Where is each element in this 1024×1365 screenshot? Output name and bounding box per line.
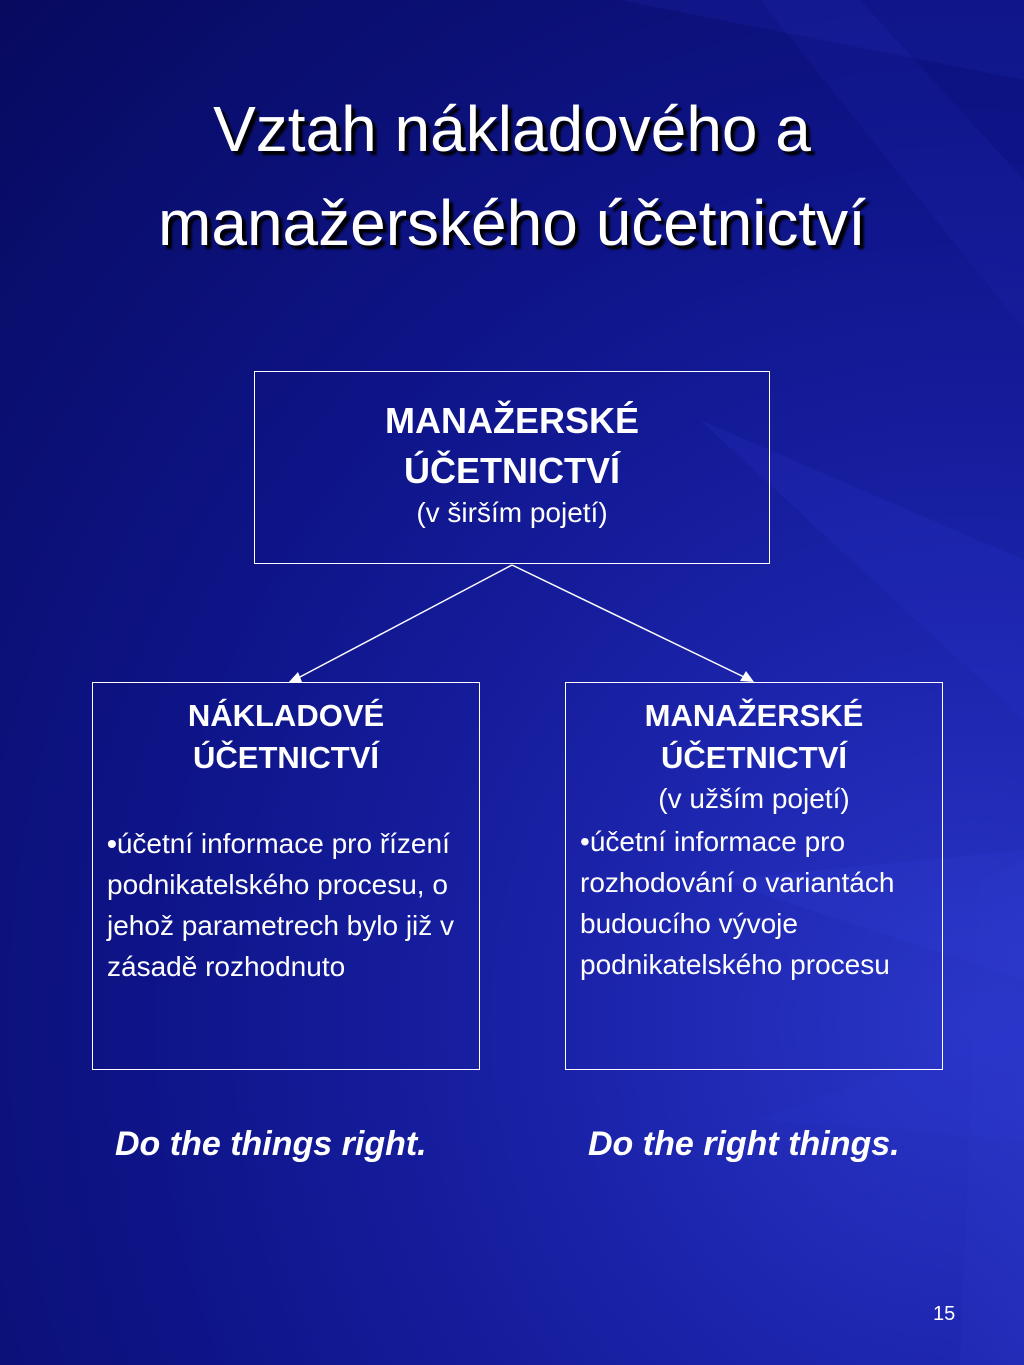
motto-left: Do the things right. bbox=[115, 1125, 427, 1163]
right-box-text: účetní informace pro rozhodování o variantách budoucího vývoje podnikatelského procesu bbox=[580, 826, 895, 980]
right-box-subtitle: (v užším pojetí) bbox=[658, 783, 850, 814]
page-number: 15 bbox=[933, 1303, 956, 1325]
connector-to-left bbox=[298, 565, 512, 678]
left-box-heading bbox=[93, 695, 479, 779]
connector-to-right bbox=[512, 565, 744, 677]
arrowhead-right bbox=[740, 671, 754, 682]
right-box-description bbox=[566, 821, 942, 985]
right-box-heading bbox=[566, 695, 942, 779]
slide-title bbox=[0, 82, 1024, 270]
top-box-heading-line-1: MANAŽERSKÉ bbox=[384, 400, 639, 441]
top-box-heading-line-2: ÚČETNICTVÍ bbox=[404, 450, 620, 491]
left-box-description bbox=[93, 823, 479, 987]
top-box-heading bbox=[255, 396, 769, 496]
slide-title-line-2: manažerského účetnictví bbox=[158, 187, 866, 259]
left-box-bullet: • bbox=[107, 828, 117, 859]
right-box-heading-line-1: MANAŽERSKÉ bbox=[644, 698, 864, 733]
slide-title-line-1: Vztah nákladového a bbox=[213, 93, 811, 165]
left-box-cost-accounting bbox=[92, 682, 480, 1070]
left-box-heading-line-2: ÚČETNICTVÍ bbox=[193, 740, 379, 775]
right-box-bullet: • bbox=[580, 826, 590, 857]
right-box-managerial-accounting-narrow bbox=[565, 682, 943, 1070]
top-box-managerial-accounting-broad bbox=[254, 371, 770, 564]
left-box-heading-line-1: NÁKLADOVÉ bbox=[187, 698, 385, 733]
right-box-heading-line-2: ÚČETNICTVÍ bbox=[661, 740, 847, 775]
motto-right: Do the right things. bbox=[588, 1125, 900, 1163]
left-box-text: účetní informace pro řízení podnikatelského procesu, o jehož parametrech bylo již v zásadě rozhodnuto bbox=[107, 828, 455, 982]
top-box-subtitle: (v širším pojetí) bbox=[416, 497, 608, 528]
